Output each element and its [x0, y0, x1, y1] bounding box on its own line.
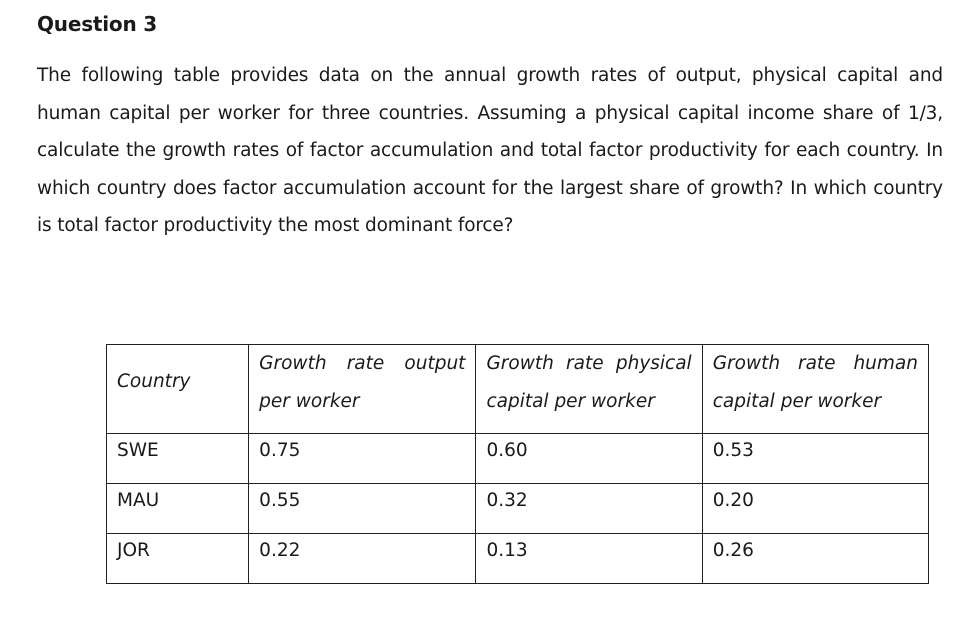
- table-cell: 0.55: [249, 484, 476, 534]
- table-cell: 0.13: [476, 534, 702, 584]
- table-cell: 0.53: [702, 434, 928, 484]
- growth-data-table: [106, 344, 929, 584]
- header-cell-country: Country: [107, 345, 249, 434]
- table-row: [107, 484, 929, 534]
- table-header-row: [107, 345, 929, 434]
- table-cell: 0.60: [476, 434, 702, 484]
- table-cell: 0.32: [476, 484, 702, 534]
- table-cell: JOR: [107, 534, 249, 584]
- header-cell-human-capital: Growth rate human capital per worker: [702, 345, 928, 434]
- table-cell: 0.26: [702, 534, 928, 584]
- table-cell: 0.75: [249, 434, 476, 484]
- question-paragraph: The following table provides data on the annual growth rates of output, physical capital and human capital per worker for three countries. Assuming a physical capital income share of 1/3, calculate the growth rates of factor accumulation and total factor productivity for each country. In which country does factor accumulation account for the largest share of growth? In which country is total factor productivity the most dominant force?: [37, 65, 943, 236]
- table-cell: 0.20: [702, 484, 928, 534]
- table-cell: 0.22: [249, 534, 476, 584]
- header-cell-output: Growth rate output per worker: [249, 345, 476, 434]
- table-cell: MAU: [107, 484, 249, 534]
- table-row: [107, 434, 929, 484]
- table-cell: SWE: [107, 434, 249, 484]
- header-cell-physical-capital: Growth rate physical capital per worker: [476, 345, 702, 434]
- question-heading: Question 3: [37, 12, 157, 36]
- table-row: [107, 534, 929, 584]
